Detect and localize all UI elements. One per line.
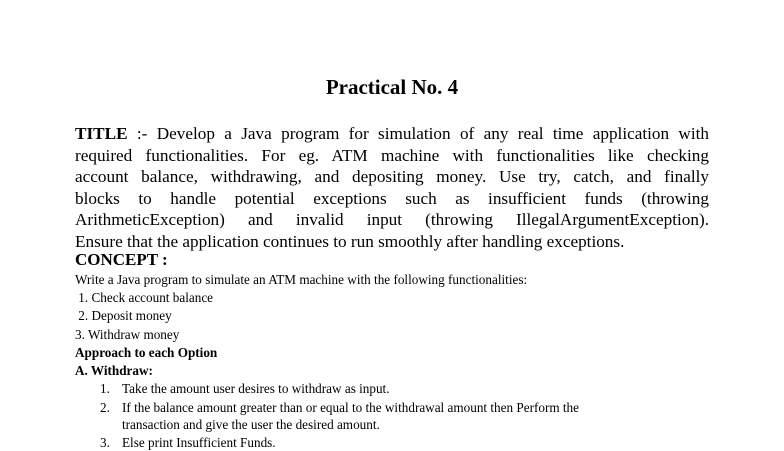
title-line-1-text: :- Develop a Java program for simulation of any real time application with	[127, 124, 709, 143]
withdraw-step-1-text: Take the amount user desires to withdraw as input.	[122, 381, 390, 396]
withdraw-step-2-line-2: transaction and give the user the desired amount.	[122, 417, 380, 432]
title-line-6: Ensure that the application continues to run smoothly after handling exceptions.	[75, 231, 625, 251]
title-paragraph	[75, 123, 709, 252]
concept-heading: CONCEPT :	[75, 250, 168, 269]
approach-heading: Approach to each Option	[75, 345, 218, 360]
withdraw-heading: A. Withdraw:	[75, 363, 153, 378]
title-line-3: account balance, withdrawing, and depositing money. Use try, catch, and finally	[75, 167, 709, 186]
functionality-item-1: 1. Check account balance	[75, 290, 214, 305]
title-line-2: required functionalities. For eg. ATM machine with functionalities like checking	[75, 145, 709, 165]
withdraw-step-1-number: 1.	[100, 381, 110, 396]
functionality-item-3: 3. Withdraw money	[75, 327, 180, 342]
withdraw-step-3-number: 3.	[100, 435, 110, 450]
title-label: TITLE	[75, 124, 128, 143]
page-heading: Practical No. 4	[325, 75, 459, 99]
title-line-4: blocks to handle potential exceptions such as insufficient funds (throwing	[75, 188, 709, 208]
withdraw-step-3-text: Else print Insufficient Funds.	[122, 435, 276, 450]
withdraw-step-2-line-1: If the balance amount greater than or equal to the withdrawal amount then Perform the	[122, 400, 579, 415]
functionality-item-2: 2. Deposit money	[75, 308, 172, 323]
title-line-5: ArithmeticException) and invalid input (throwing IllegalArgumentException).	[75, 210, 709, 229]
concept-intro: Write a Java program to simulate an ATM machine with the following functionalities:	[75, 272, 528, 287]
title-line-1	[75, 123, 709, 145]
withdraw-step-2-number: 2.	[100, 400, 110, 415]
